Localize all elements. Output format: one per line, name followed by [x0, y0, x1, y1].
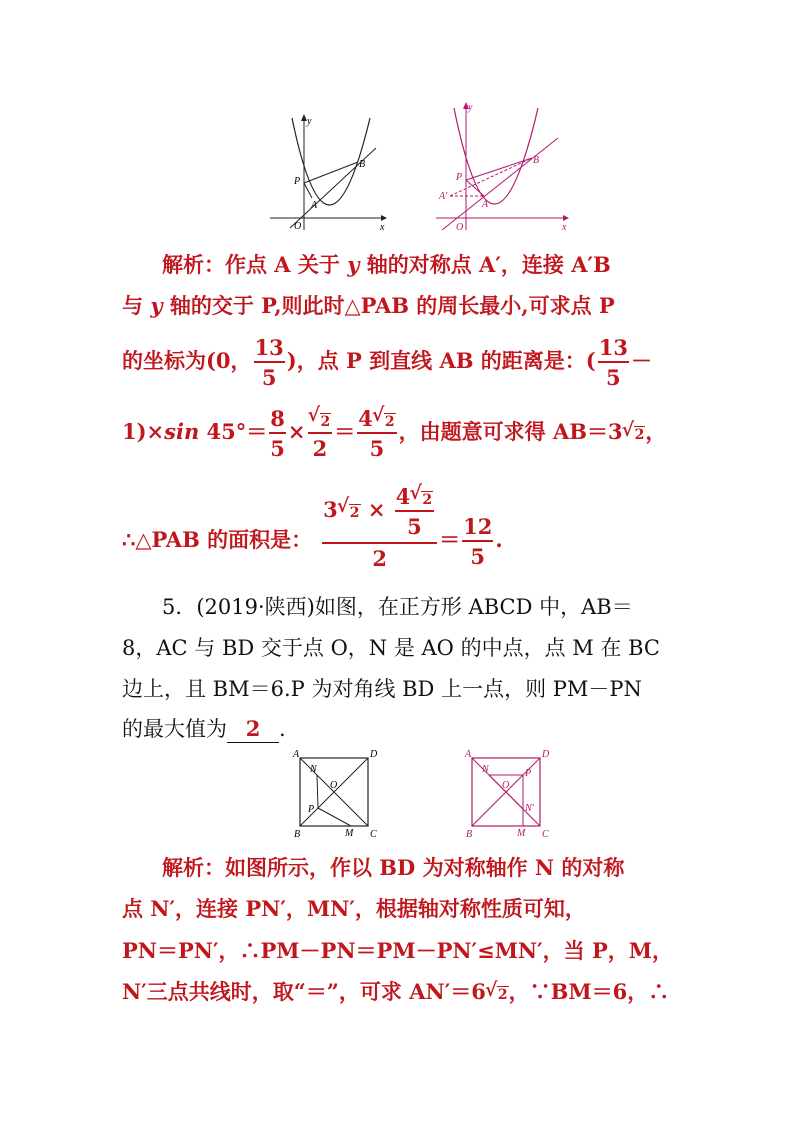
coef: 4: [358, 406, 373, 431]
label-y: y: [307, 116, 312, 127]
answer-blank: 2: [227, 716, 279, 743]
text: .: [279, 717, 286, 741]
text: ，由题意可求得 AB＝3: [398, 419, 623, 444]
area-fraction: [322, 486, 437, 569]
problem5-line1: [162, 585, 722, 629]
denominator: 5: [606, 365, 621, 390]
fraction-4sqrt2-5: [357, 408, 396, 459]
radicand: 2: [497, 987, 508, 1003]
label-y: y: [468, 102, 473, 113]
label-a: A: [465, 749, 472, 760]
coef: 4: [395, 484, 411, 509]
label-o: O: [330, 780, 338, 791]
sqrt: [410, 486, 433, 507]
radicand: 2: [349, 505, 360, 521]
sin-text: sin: [164, 419, 200, 444]
text: 5．(2019·陕西)如图，在正方形 ABCD 中，AB＝: [162, 595, 633, 619]
parabola-figure-original: [266, 112, 391, 232]
numerator: 13: [598, 337, 629, 363]
numerator: 8: [269, 408, 286, 434]
denominator: 5: [261, 365, 277, 390]
text: 解析：作点 A 关于: [162, 252, 340, 277]
label-b: B: [466, 829, 473, 840]
text: )，点 P 到直线 AB 的距离是：(: [286, 348, 596, 373]
segment-pb: [466, 158, 532, 180]
text: PN＝PN′，∴PM－PN＝PM－PN′≤MN′，当 P，M，: [122, 938, 674, 963]
label-x: x: [562, 222, 567, 233]
text: 8，AC 与 BD 交于点 O，N 是 AO 的中点，点 M 在 BC: [122, 636, 660, 660]
problem5-line2: [122, 626, 682, 670]
sqrt: [373, 408, 396, 429]
sol1-line3: [122, 333, 682, 389]
fraction-13-5: [254, 337, 285, 388]
var-y: y: [347, 252, 360, 277]
text: 轴的交于 P,则此时△PAB 的周长最小,可求点 P: [169, 293, 615, 318]
text: 45°＝: [206, 419, 268, 444]
label-b: B: [533, 155, 540, 166]
sqrt: [309, 408, 332, 429]
text: ∴△PAB 的面积是：: [122, 527, 313, 552]
numerator: 12: [462, 516, 493, 542]
text: 与: [122, 293, 143, 318]
segment-pn: [317, 775, 318, 808]
radicand: 2: [320, 414, 331, 430]
coef: 3: [323, 497, 338, 522]
denominator: 2: [312, 436, 328, 461]
segment-ab-dashed: [450, 158, 532, 196]
text: 轴的对称点 A′，连接 A′B: [366, 252, 611, 277]
label-p: P: [525, 768, 532, 779]
text: 解析：如图所示，作以 BD 为对称轴作 N 的对称: [162, 855, 625, 880]
fraction-13-5-b: [598, 337, 629, 388]
label-n: N: [482, 764, 489, 775]
fraction-12-5: [462, 516, 493, 567]
denominator: 5: [470, 544, 486, 569]
text: －: [630, 348, 652, 373]
label-o: O: [294, 221, 302, 232]
square-figure-original: [290, 748, 380, 840]
label-d: D: [370, 749, 378, 760]
label-p: P: [308, 804, 315, 815]
denominator: 5: [407, 514, 422, 539]
label-a: A: [482, 199, 489, 210]
text: 的最大值为: [122, 717, 227, 741]
label-b: B: [294, 829, 301, 840]
text: 的坐标为(0，: [122, 348, 252, 373]
denominator: 2: [372, 546, 387, 571]
sol1-line2: [122, 284, 682, 328]
segment-pm: [318, 808, 351, 826]
sol2-line1: [162, 846, 722, 890]
text: ，∵BM＝6，∴: [508, 979, 670, 1004]
problem5-line3: [122, 667, 682, 711]
denominator: 5: [369, 436, 385, 461]
radicand: 2: [384, 414, 395, 430]
label-a: A: [311, 200, 318, 211]
label-o: O: [502, 780, 510, 791]
label-c: C: [542, 829, 549, 840]
label-a-prime: A′: [439, 191, 448, 202]
sol1-line4: [122, 402, 682, 462]
square-figure-solution: [462, 748, 552, 840]
inner-fraction: [395, 486, 434, 537]
label-p: P: [294, 176, 301, 187]
fraction-sqrt2-2: [308, 408, 333, 459]
sol2-line3: [122, 929, 682, 973]
label-x: x: [380, 222, 385, 233]
label-n: N: [310, 764, 317, 775]
label-d: D: [542, 749, 550, 760]
label-b: B: [359, 159, 366, 170]
label-m: M: [345, 828, 354, 839]
parabola-figure-solution: [432, 100, 572, 232]
label-o: O: [456, 222, 464, 233]
sol1-line5: [122, 470, 682, 582]
label-p: P: [456, 172, 463, 183]
radicand: 2: [634, 427, 645, 443]
sqrt: [486, 970, 509, 1017]
times: ×: [367, 497, 386, 522]
sqrt: [338, 499, 361, 520]
text: .: [495, 527, 503, 552]
label-a: A: [293, 749, 300, 760]
text: ，: [645, 419, 667, 444]
numerator: 13: [254, 337, 285, 363]
text: N′三点共线时，取“＝”，可求 AN′＝6: [122, 979, 486, 1004]
label-c: C: [370, 829, 377, 840]
parabola-curve: [454, 108, 538, 204]
equals: ＝: [334, 419, 356, 444]
text: 1)×: [122, 419, 165, 444]
sol1-line1: [162, 243, 722, 287]
denominator: 5: [270, 436, 285, 461]
label-m: M: [517, 828, 526, 839]
problem5-line4: [122, 707, 682, 751]
fraction-8-5: [269, 408, 286, 459]
sol2-line4: [122, 970, 682, 1014]
sqrt-ab: [623, 402, 646, 465]
var-y: y: [150, 293, 163, 318]
radicand: 2: [422, 492, 433, 508]
text: 点 N′，连接 PN′，MN′，根据轴对称性质可知，: [122, 896, 586, 921]
equals: ＝: [439, 527, 461, 552]
text: 边上，且 BM＝6.P 为对角线 BD 上一点，则 PM－PN: [122, 677, 642, 701]
sol2-line2: [122, 887, 682, 931]
times: ×: [287, 419, 306, 444]
line-y-x: [442, 138, 558, 230]
label-n-prime: N′: [525, 803, 534, 814]
